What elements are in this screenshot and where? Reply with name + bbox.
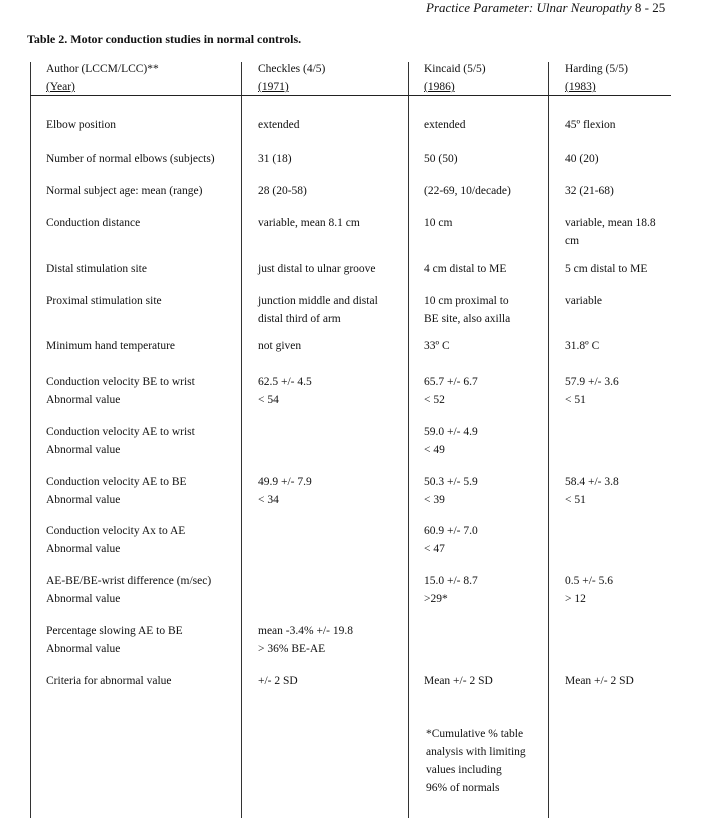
row-label bbox=[46, 182, 202, 200]
table-cell bbox=[424, 260, 506, 278]
row-label-line: Abnormal value bbox=[46, 444, 121, 456]
row-label-line: Conduction velocity AE to BE bbox=[46, 476, 187, 488]
cell-line: 4 cm distal to ME bbox=[424, 263, 507, 275]
row-label-line: Minimum hand temperature bbox=[46, 340, 176, 352]
row-label-line: Conduction velocity BE to wrist bbox=[46, 376, 195, 388]
column-header-kincaid: Kincaid (5/5) (1986) bbox=[424, 63, 486, 93]
row-label-line: Abnormal value bbox=[46, 543, 121, 555]
cell-line: 40 (20) bbox=[565, 153, 599, 165]
row-label bbox=[46, 373, 195, 409]
row-label-line: Criteria for abnormal value bbox=[46, 675, 172, 687]
column-header-checkles: Checkles (4/5) (1971) bbox=[258, 63, 326, 93]
row-label-line: Proximal stimulation site bbox=[46, 295, 162, 307]
column-divider-3 bbox=[548, 62, 549, 818]
cell-line: < 51 bbox=[565, 494, 586, 506]
cell-line: > 12 bbox=[565, 593, 586, 605]
row-label-line: Percentage slowing AE to BE bbox=[46, 625, 183, 637]
table-cell bbox=[258, 373, 312, 409]
cell-line: (22-69, 10/decade) bbox=[424, 185, 511, 197]
table-title: Table 2. Motor conduction studies in normal controls. bbox=[27, 32, 302, 46]
page-number: 8 - 25 bbox=[634, 0, 666, 15]
cell-line: 0.5 +/- 5.6 bbox=[565, 575, 614, 587]
table-cell bbox=[565, 473, 619, 509]
cell-line: distal third of arm bbox=[258, 313, 341, 325]
table-cell bbox=[565, 260, 647, 278]
row-label bbox=[46, 150, 215, 168]
cell-line: < 47 bbox=[424, 543, 445, 555]
cell-line: junction middle and distal bbox=[258, 295, 378, 307]
table-cell bbox=[424, 337, 450, 355]
table-cell bbox=[424, 150, 458, 168]
cell-line: 32 (21-68) bbox=[565, 185, 614, 197]
running-header bbox=[426, 0, 665, 16]
table-cell bbox=[424, 473, 478, 509]
cell-line: < 49 bbox=[424, 444, 445, 456]
row-label-line: Conduction velocity Ax to AE bbox=[46, 525, 186, 537]
cell-line: 31.8º C bbox=[565, 340, 600, 352]
table-cell bbox=[258, 214, 360, 232]
row-label-line: Abnormal value bbox=[46, 593, 121, 605]
row-label-line: Number of normal elbows (subjects) bbox=[46, 153, 215, 165]
table-cell bbox=[258, 150, 292, 168]
row-label-line: Abnormal value bbox=[46, 394, 121, 406]
cell-line: < 52 bbox=[424, 394, 445, 406]
table-cell bbox=[565, 150, 599, 168]
table-cell bbox=[565, 672, 634, 690]
cell-line: 58.4 +/- 3.8 bbox=[565, 476, 619, 488]
row-label bbox=[46, 473, 187, 509]
row-label-line: Conduction velocity AE to wrist bbox=[46, 426, 195, 438]
row-label-line: Normal subject age: mean (range) bbox=[46, 185, 203, 197]
cell-line: 15.0 +/- 8.7 bbox=[424, 575, 478, 587]
cell-line: 60.9 +/- 7.0 bbox=[424, 525, 478, 537]
row-label bbox=[46, 337, 175, 355]
table-cell bbox=[565, 214, 656, 250]
row-label-line: AE-BE/BE-wrist difference (m/sec) bbox=[46, 575, 212, 587]
cell-line: just distal to ulnar groove bbox=[258, 263, 376, 275]
row-label bbox=[46, 423, 195, 459]
running-title: Practice Parameter: Ulnar Neuropathy bbox=[426, 0, 632, 15]
cell-line: Mean +/- 2 SD bbox=[565, 675, 634, 687]
table-cell bbox=[565, 116, 616, 134]
cell-line: 33º C bbox=[424, 340, 450, 352]
table-cell bbox=[424, 292, 510, 328]
table-cell bbox=[565, 337, 599, 355]
table-cell bbox=[565, 182, 614, 200]
table-cell bbox=[258, 672, 298, 690]
table-border-left bbox=[30, 62, 31, 818]
column-divider-2 bbox=[408, 62, 409, 818]
row-label-line: Elbow position bbox=[46, 119, 116, 131]
row-label bbox=[46, 522, 185, 558]
table-footnote: *Cumulative % table analysis with limiting values including 96% of normals bbox=[426, 728, 526, 794]
table-cell bbox=[258, 337, 301, 355]
column-header-harding: Harding (5/5) (1983) bbox=[565, 63, 628, 93]
row-label-line: Distal stimulation site bbox=[46, 263, 147, 275]
table-cell bbox=[258, 182, 307, 200]
table-cell bbox=[258, 260, 376, 278]
cell-line: < 34 bbox=[258, 494, 279, 506]
cell-line: 45º flexion bbox=[565, 119, 616, 131]
cell-line: not given bbox=[258, 340, 302, 352]
cell-line: < 54 bbox=[258, 394, 279, 406]
cell-line: cm bbox=[565, 235, 580, 247]
table-cell bbox=[565, 373, 619, 409]
cell-line: extended bbox=[424, 119, 466, 131]
table-cell bbox=[424, 373, 478, 409]
table-cell bbox=[565, 572, 613, 608]
row-label bbox=[46, 214, 140, 232]
cell-line: variable bbox=[565, 295, 603, 307]
table-cell bbox=[424, 672, 493, 690]
table-cell bbox=[424, 116, 466, 134]
cell-line: 49.9 +/- 7.9 bbox=[258, 476, 312, 488]
row-label-line: Abnormal value bbox=[46, 494, 121, 506]
row-label bbox=[46, 622, 183, 658]
table-cell bbox=[424, 572, 478, 608]
row-label bbox=[46, 116, 116, 134]
cell-line: 50.3 +/- 5.9 bbox=[424, 476, 478, 488]
row-label bbox=[46, 260, 147, 278]
cell-line: +/- 2 SD bbox=[258, 675, 298, 687]
cell-line: 31 (18) bbox=[258, 153, 292, 165]
cell-line: 28 (20-58) bbox=[258, 185, 307, 197]
cell-line: >29* bbox=[424, 593, 448, 605]
cell-line: < 51 bbox=[565, 394, 586, 406]
cell-line: 65.7 +/- 6.7 bbox=[424, 376, 478, 388]
table-cell bbox=[424, 522, 478, 558]
table-cell bbox=[565, 292, 602, 310]
row-label-line: Conduction distance bbox=[46, 217, 141, 229]
table-cell bbox=[258, 292, 378, 328]
table-cell bbox=[424, 214, 452, 232]
cell-line: < 39 bbox=[424, 494, 445, 506]
table-cell bbox=[258, 622, 353, 658]
cell-line: 57.9 +/- 3.6 bbox=[565, 376, 619, 388]
row-label-line: Abnormal value bbox=[46, 643, 121, 655]
cell-line: 10 cm bbox=[424, 217, 453, 229]
cell-line: 59.0 +/- 4.9 bbox=[424, 426, 478, 438]
column-header-author: Author (LCCM/LCC)** (Year) bbox=[46, 63, 159, 93]
table-cell bbox=[258, 473, 312, 509]
row-label bbox=[46, 572, 211, 608]
cell-line: mean -3.4% +/- 19.8 bbox=[258, 625, 353, 637]
column-divider-1 bbox=[241, 62, 242, 818]
cell-line: 62.5 +/- 4.5 bbox=[258, 376, 312, 388]
cell-line: variable, mean 18.8 bbox=[565, 217, 656, 229]
cell-line: BE site, also axilla bbox=[424, 313, 511, 325]
cell-line: 50 (50) bbox=[424, 153, 458, 165]
cell-line: 10 cm proximal to bbox=[424, 295, 509, 307]
cell-line: 5 cm distal to ME bbox=[565, 263, 648, 275]
cell-line: > 36% BE-AE bbox=[258, 643, 326, 655]
table-cell bbox=[258, 116, 300, 134]
table-cell bbox=[424, 423, 478, 459]
row-label bbox=[46, 672, 172, 690]
cell-line: variable, mean 8.1 cm bbox=[258, 217, 360, 229]
cell-line: Mean +/- 2 SD bbox=[424, 675, 493, 687]
row-label bbox=[46, 292, 162, 310]
table-cell bbox=[424, 182, 511, 200]
cell-line: extended bbox=[258, 119, 300, 131]
